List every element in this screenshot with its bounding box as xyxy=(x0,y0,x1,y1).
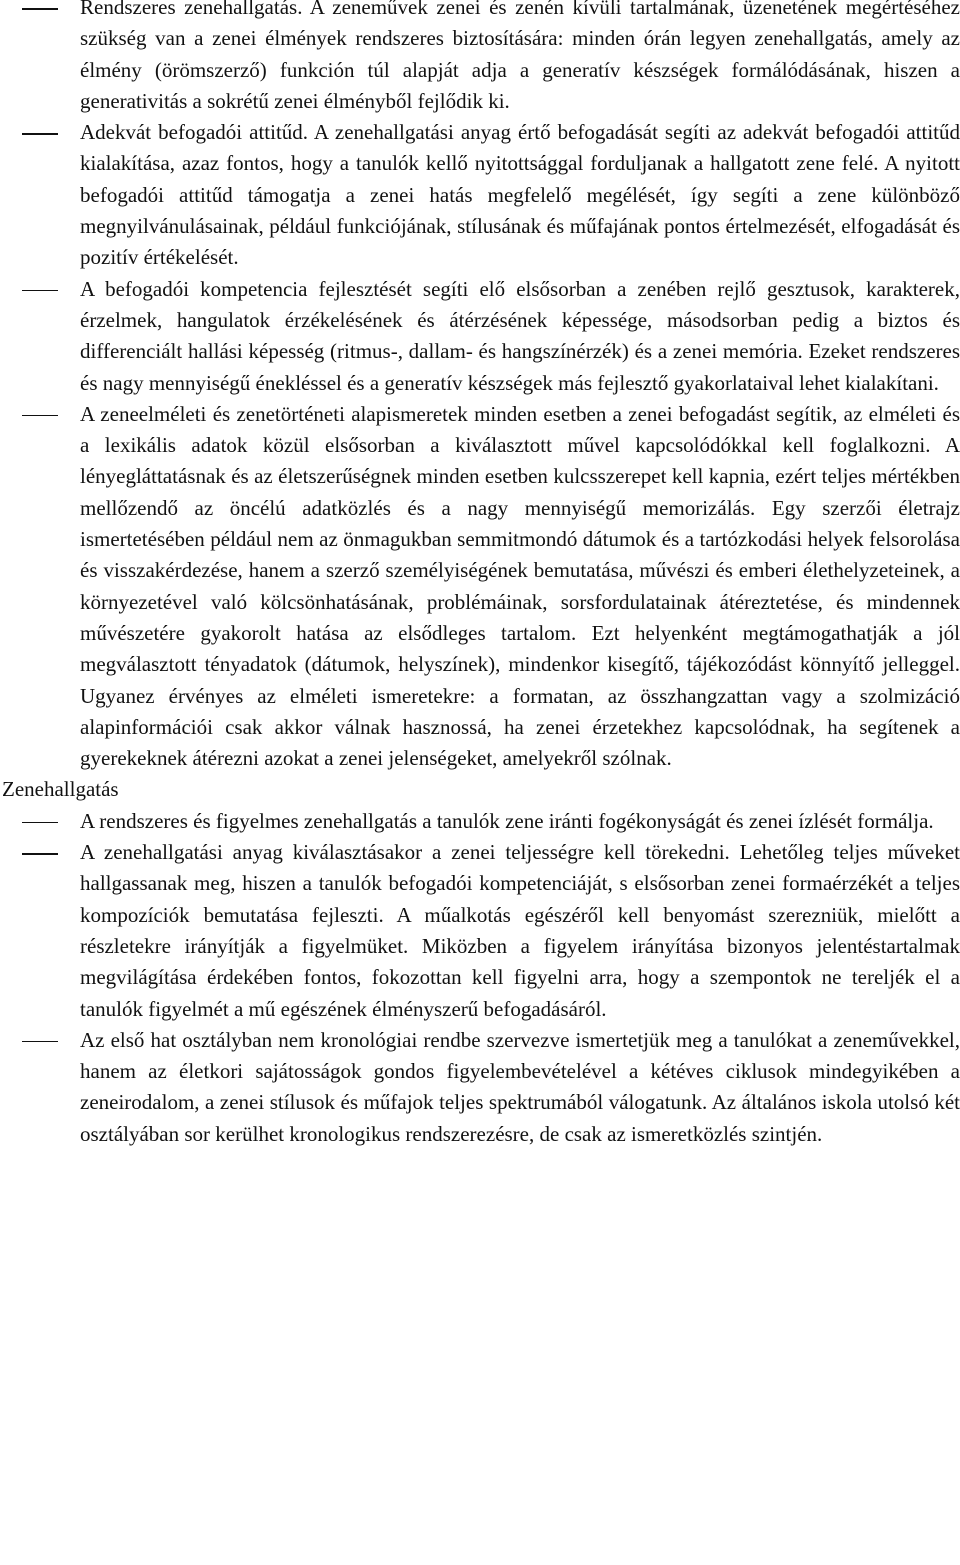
dash-bullet xyxy=(22,1041,58,1043)
list-item-attentive-listening xyxy=(0,806,960,837)
list-item-theory-history-basics xyxy=(0,399,960,775)
dash-bullet xyxy=(22,133,58,135)
list-item-first-six-grades xyxy=(0,1025,960,1150)
list-item-regular-listening xyxy=(0,0,960,117)
list-item-text: Adekvát befogadói attitűd. A zenehallgatási anyag értő befogadását segíti az adekvát befogadói attitűd kialakítása, azaz fontos, hogy a tanulók kellő nyitottsággal forduljanak a hallgatott zene felé. A nyitott befogadói attitűd támogatja a zenei hatás megfelelő megélését, így segíti a zene különböző megnyilvánulásainak, például funkciójának, stílusának és műfajának pontos értelmezését, elfogadását és pozitív értékelését. xyxy=(80,120,960,270)
dash-bullet xyxy=(22,8,58,10)
list-item-text: A befogadói kompetencia fejlesztését segíti elő elsősorban a zenében rejlő gesztusok, karakterek, érzelmek, hangulatok érzékelésének és átérzésének képessége, másodsorban pedig a biztos és differenciált hallási képesség (ritmus-, dallam- és hangszínérzék) és a zenei memória. Ezeket rendszeres és nagy mennyiségű énekléssel és a generatív készségek más fejlesztő gyakorlataival lehet kialakítani. xyxy=(80,276,960,395)
list-item-text: A zeneelméleti és zenetörténeti alapismeretek minden esetben a zenei befogadást segítik, az elméleti és a lexikális adatok közül elsősorban a kiválasztott művel kapcsolódókkal kell foglalkozni. A lényegláttatásnak és az életszerűségnek minden esetben kulcsszerepet kell kapnia, ezért teljes mértékben mellőzendő az öncélú adatközlés és a nagy mennyiségű memorizálás. Egy szerzői életrajz ismertetésében például nem az önmagukban semmitmondó dátumok és a tartózkodási helyek felsorolása és visszakérdezése, hanem a szerző személyiségének bemutatása, művészi és emberi élethelyzeteinek, a környezetével való kölcsönhatásának, problémáinak, sorsfordulatainak átéreztetése, és mindennek művészetére gyakorolt hatása az elsődleges tartalom. Ezt helyenként megtámogathatják a jól megválasztott tényadatok (dátumok, helyszínek), mindenkor kisegítő, tájékozódást könnyítő jelleggel. Ugyanez érvényes az elméleti ismeretekre: a formatan, az összhangzattan vagy a szolmizáció alapinformációi csak akkor válnak hasznossá, ha zenei érzetekhez kapcsolódnak, ha segítenek a gyerekeknek átérezni azokat a zenei jelenségeket, amelyekről szólnak. xyxy=(80,401,960,771)
dash-bullet xyxy=(22,822,58,824)
dash-bullet xyxy=(22,290,58,292)
list-item-text: Rendszeres zenehallgatás. A zeneművek zenei és zenén kívüli tartalmának, üzenetének megértéséhez szükség van a zenei élmények rendszeres biztosítására: minden órán legyen zenehallgatás, amely az élmény (örömszerző) funkción túl alapját adja a generatív készségek formálódásának, hiszen a generativitás a sokrétű zenei élményből fejlődik ki. xyxy=(80,0,960,113)
list-item-receptive-attitude xyxy=(0,117,960,273)
list-item-text: Az első hat osztályban nem kronológiai rendbe szervezve ismertetjük meg a tanulókat a zeneművekkel, hanem az életkori sajátosságok gondos figyelembevételével a kétéves ciklusok mindegyikében a zeneirodalom, a zenei stílusok és műfajok teljes spektrumából válogatunk. Az általános iskola utolsó két osztályában sor kerülhet kronologikus rendszerezésre, de csak az ismeretközlés szintjén. xyxy=(80,1027,960,1146)
section-heading: Zenehallgatás xyxy=(2,777,119,802)
list-item-text: A zenehallgatási anyag kiválasztásakor a zenei teljességre kell törekedni. Lehetőleg teljes műveket hallgassanak meg, hiszen a tanulók befogadói kompetenciáját, s elsősorban zenei formaérzékét a teljes kompozíciók bemutatása fejleszti. A műalkotás egészéről kell benyomást szerezniük, mielőtt a részletekre irányítják a figyelmüket. Miközben a figyelem irányítása bizonyos jelentéstartalmak megvilágítása érdekében fontos, fokozottan kell figyelni arra, hogy a szempontok ne tereljék el a tanulók figyelmét a mű egészének élményszerű befogadásáról. xyxy=(80,840,960,1021)
dash-bullet xyxy=(22,853,58,855)
list-item-text: A rendszeres és figyelmes zenehallgatás a tanulók zene iránti fogékonyságát és zenei ízlését formálja. xyxy=(80,808,934,833)
list-item-receptive-competence xyxy=(0,274,960,399)
list-item-material-selection xyxy=(0,837,960,1025)
dash-bullet xyxy=(22,415,58,417)
